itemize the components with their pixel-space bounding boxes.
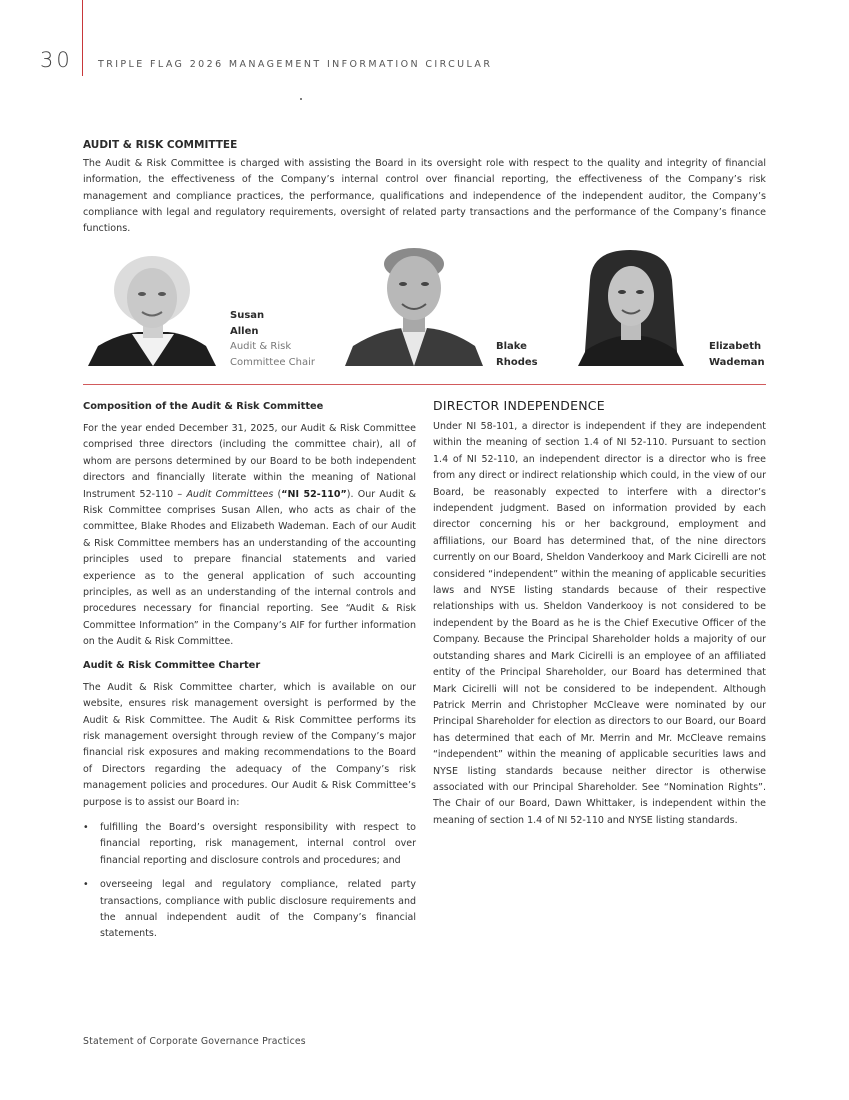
charter-heading: Audit & Risk Committee Charter [83,659,261,671]
member-name-line1: Elizabeth [709,341,762,352]
page-number: 30 [40,48,73,72]
audit-committee-heading: AUDIT & RISK COMMITTEE [83,139,238,151]
caption-elizabeth-wademan [709,339,779,370]
member-role-line2: Committee Chair [230,356,316,368]
photo-blake-rhodes [345,244,483,366]
caption-susan-allen [230,308,330,370]
director-independence-heading: DIRECTOR INDEPENDENCE [433,398,605,413]
section-divider [83,384,766,385]
charter-bullet: • overseeing legal and regulatory compliance, related party transactions, compliance with public disclosure requirements and the annual independent audit of the Company’s financial statements. [83,879,416,940]
member-name-line1: Susan [230,310,265,321]
header-rule [82,0,83,76]
member-name-line1: Blake [496,341,527,352]
right-column [433,398,766,838]
member-name-line2: Rhodes [496,356,538,368]
caption-blake-rhodes [496,339,566,370]
charter-text: The Audit & Risk Committee charter, which is available on our website, ensures risk management oversight is performed by the Audit & Risk Committee. The Audit & Risk Committee performs its risk management oversight through review of the Company’s major financial risk exposures and making recommendations to the Board of Directors regarding the adequacy of the Company’s risk management policies and procedures. Our Audit & Risk Committee’s purpose is to assist our Board in: [83,681,416,808]
composition-heading: Composition of the Audit & Risk Committee [83,401,324,412]
photo-susan-allen [88,250,218,366]
director-independence-text: Under NI 58-101, a director is independent if they are independent within the meaning of section 1.4 of NI 52-110. Pursuant to section 1.4 of NI 52-110, an independent director is a director who is free from any direct or indirect relationship which could, in the view of our Board, be reasonably expected to interfere with a director’s independent judgment. Based on information provided by each director concerning his or her background, employment and affiliations, our Board has determined that, of the nine directors currently on our Board, Sheldon Vanderkooy and Mark Cicirelli are not considered “independent” within the meaning of applicable securities laws and NYSE listing standards because of their respective relationships with us. Sheldon Vanderkooy is not considered to be independent by the Board as he is the Chief Executive Officer of the Company. Because the Principal Shareholder holds a majority of our outstanding shares and Mark Cicirelli is an employee of an affiliated entity of the Principal Shareholder, our Board has determined that Mark Cicirelli will not be considered to be independent. Although Patrick Merrin and Christopher McCleave were nominated by our Principal Shareholder for election as directors to our Board, our Board has determined that each of Mr. Merrin and Mr. McCleave remains “independent” within the meaning of applicable securities laws and NYSE listing standards because neither director is otherwise associated with our Principal Shareholder. See “Nomination Rights”. The Chair of our Board, Dawn Whittaker, is independent within the meaning of section 1.4 of NI 52-110 and NYSE listing standards. [433,421,766,826]
composition-text: For the year ended December 31, 2025, our Audit & Risk Committee comprised three directors (including the committee chair), all of whom are persons determined by our Board to be both independent directors and financially literate within the meaning of National Instrument 52-110 – Audit Committees (“NI 52-110”). Our Audit & Risk Committee comprises Susan Allen, who acts as chair of the committee, Blake Rhodes and Elizabeth Wademan. Each of our Audit & Risk Committee members has an understanding of the accounting principles used to prepare financial statements and varied experience as to the general application of such accounting principles, as well as an understanding of the internal controls and procedures necessary for financial reporting. See “Audit & Risk Committee Information” in the Company’s AIF for further information on the Audit & Risk Committee. [83,423,416,648]
member-name-line2: Allen [230,325,259,337]
bullet-marker: • [83,821,89,833]
left-column [83,401,416,951]
member-name-line2: Wademan [709,356,765,368]
document-title: TRIPLE FLAG 2026 MANAGEMENT INFORMATION CIRCULAR [98,59,493,70]
member-role-line1: Audit & Risk [230,341,292,352]
charter-bullet: • fulfilling the Board’s oversight responsibility with respect to financial reporting, risk management, internal control over financial reporting and disclosure controls and procedures; and [83,821,416,866]
photo-elizabeth-wademan [572,250,690,366]
footer-section-title: Statement of Corporate Governance Practices [83,1036,306,1047]
audit-committee-intro: The Audit & Risk Committee is charged with assisting the Board in its oversight role with respect to the quality and integrity of financial information, the effectiveness of the Company’s internal control over financial reporting, the effectiveness of the Company’s risk management and compliance practices, the performance, qualifications and independence of the independent auditor, the Company’s compliance with legal and regulatory requirements, oversight of related party transactions and the performance of the Company’s finance functions. [83,158,766,235]
bullet-marker: • [83,879,89,891]
stray-dot [300,98,302,100]
